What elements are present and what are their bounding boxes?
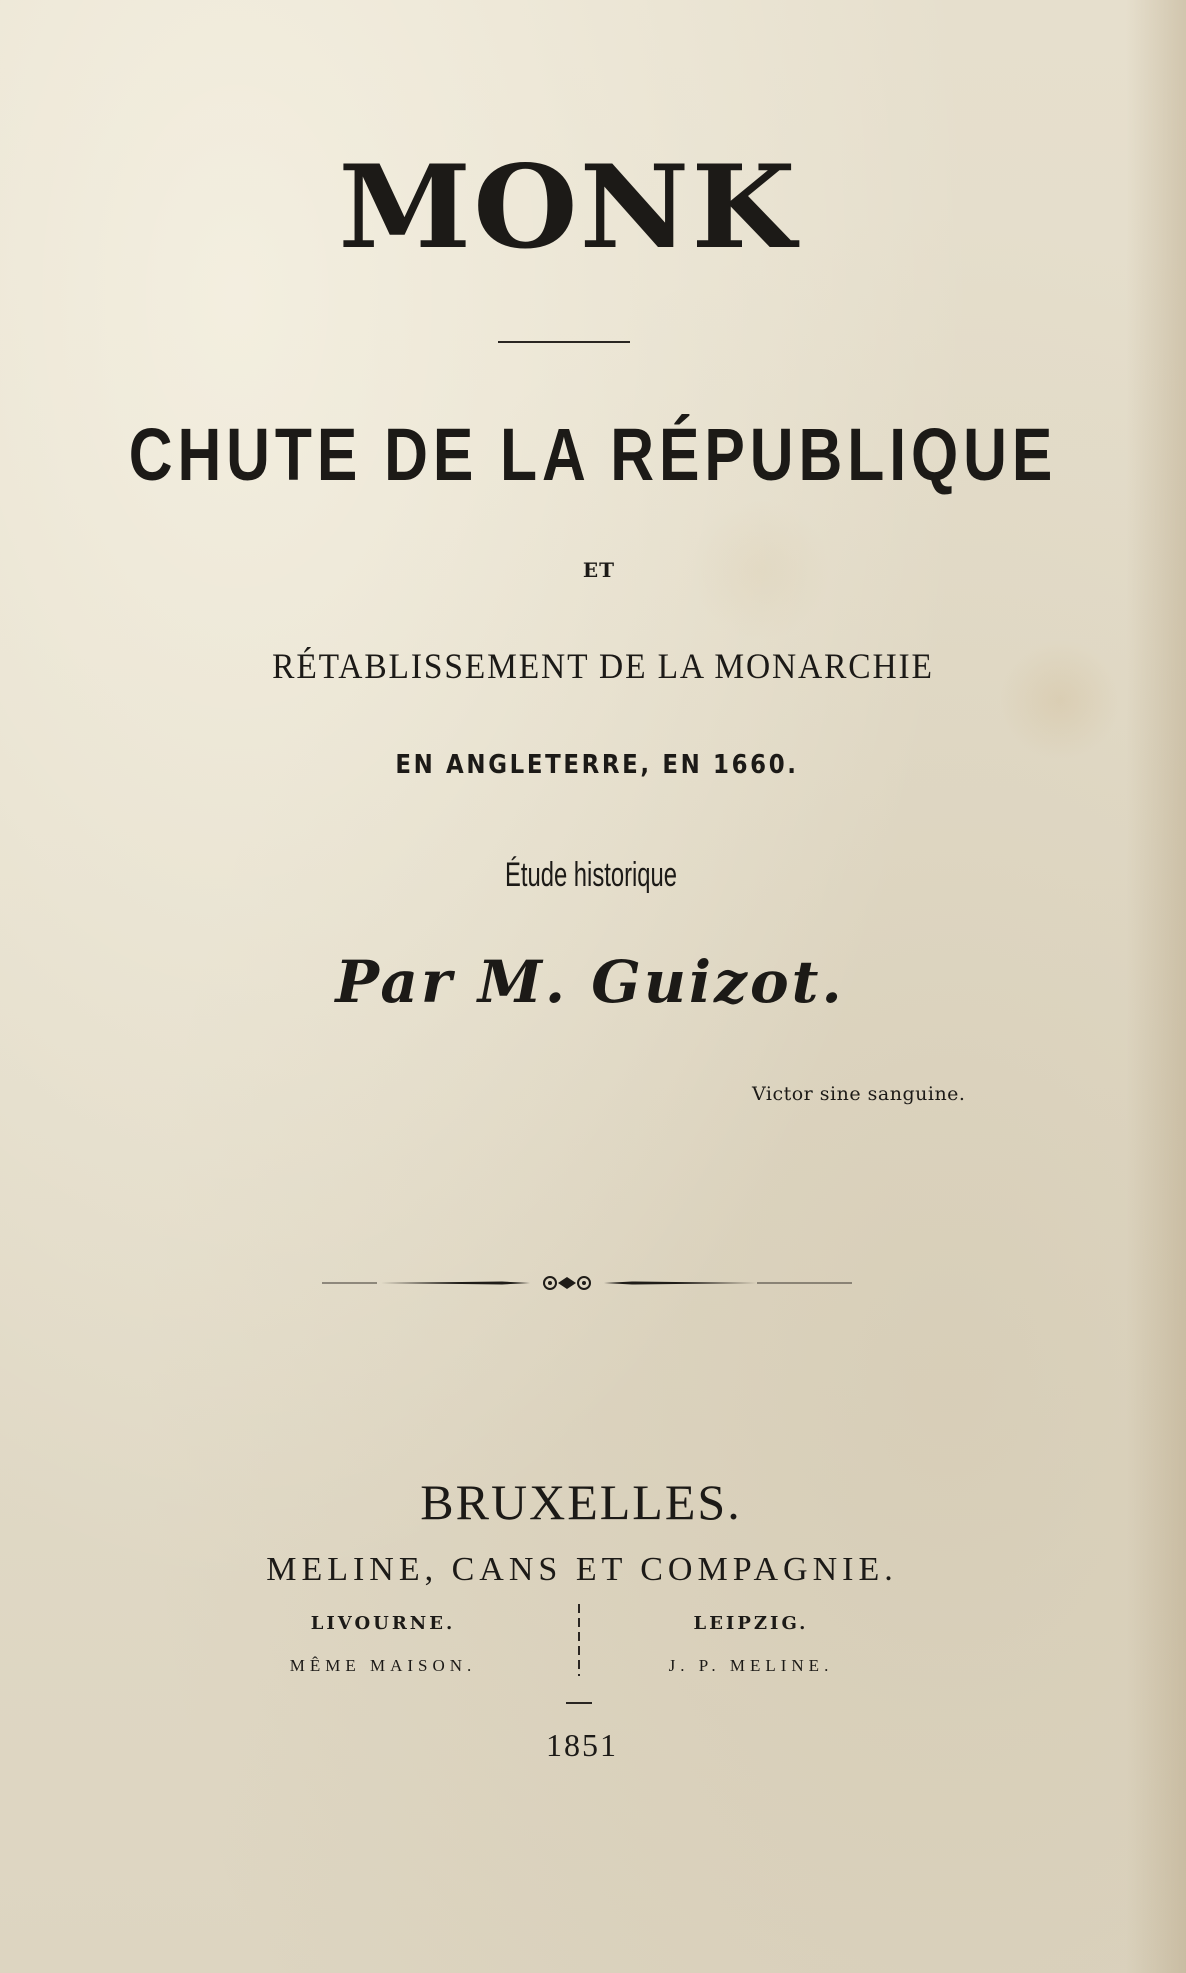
ornament-dot-left [548, 1281, 552, 1285]
ornament-spear-left [377, 1282, 530, 1285]
book-subtitle-2: RÉTABLISSEMENT DE LA MONARCHIE [272, 646, 934, 686]
branch-city: LIVOURNE. [310, 1613, 456, 1634]
ornament-spear-right [604, 1282, 757, 1285]
imprint-branches [0, 1613, 1186, 1693]
imprint-publisher: MELINE, CANS ET COMPAGNIE. [266, 1551, 898, 1588]
imprint-year: 1851 [546, 1727, 618, 1763]
ornament-divider-icon [322, 1268, 852, 1298]
book-subtitle: CHUTE DE LA RÉPUBLIQUE [128, 413, 1058, 496]
branch-city: LEIPZIG. [693, 1613, 809, 1634]
genre-label: Étude historique [504, 856, 678, 894]
ornament-diamond [558, 1277, 576, 1289]
book-title: MONK [338, 140, 798, 275]
ornament-dot-right [582, 1281, 586, 1285]
year-rule [566, 1702, 592, 1704]
title-rule [498, 341, 630, 343]
author-line: Par M. Guizot. [335, 948, 845, 1016]
conjunction: ET [582, 558, 616, 582]
branch-divider [578, 1604, 580, 1676]
book-subtitle-3: EN ANGLETERRE, EN 1660. [395, 750, 799, 780]
imprint-city: BRUXELLES. [420, 1474, 742, 1530]
branch-note: J. P. MELINE. [668, 1656, 834, 1675]
branch-note: MÊME MAISON. [289, 1656, 477, 1675]
epigraph: Victor sine sanguine. [752, 1083, 966, 1105]
